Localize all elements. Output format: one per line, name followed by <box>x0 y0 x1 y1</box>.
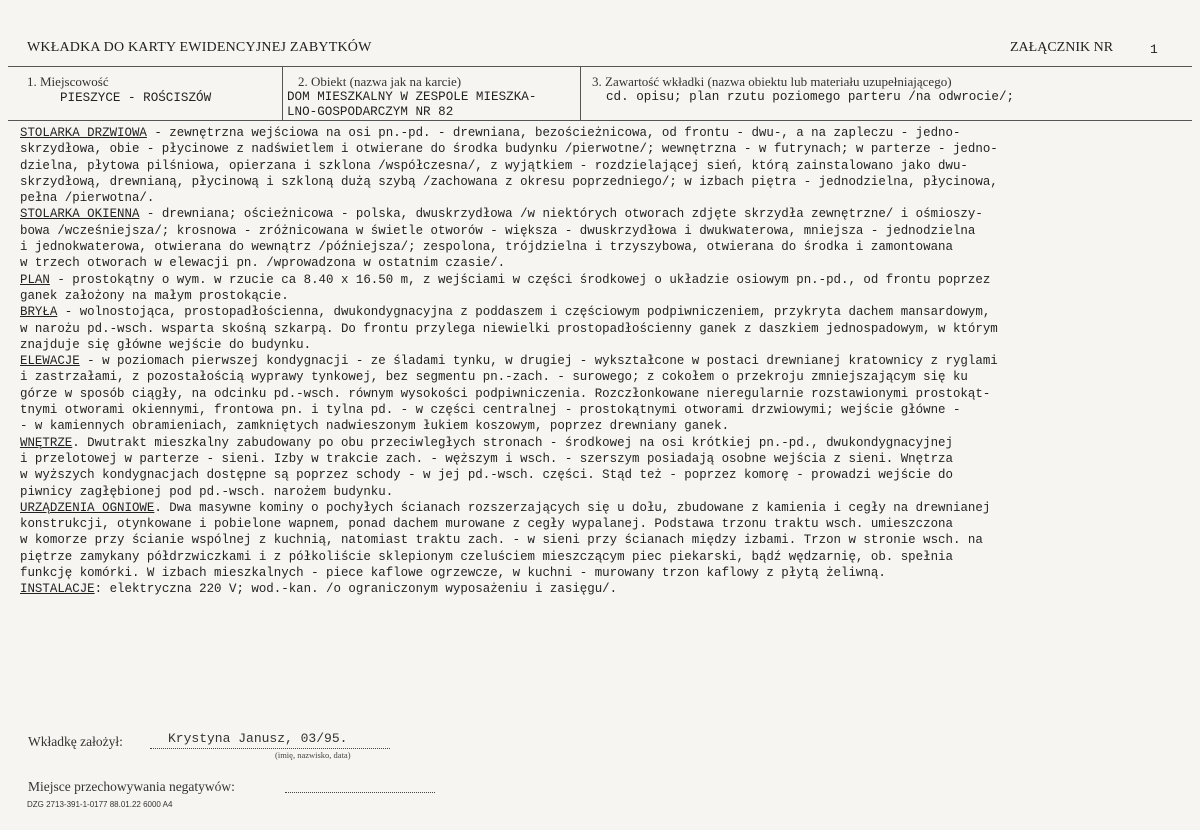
body-line-text: ganek założony na małym prostokącie. <box>20 288 289 303</box>
body-line <box>20 484 1195 500</box>
body-line-text: górze w sposób ciągły, na odcinku pd.-wsch. równym wysokości podpiwniczenia. Rozczłonkowane nieregularnie rozstawionymi prostokąt- <box>20 386 991 401</box>
body-line-text: i przelotowej w parterze - sieni. Izby w trakcie zach. - węższym i wsch. - szerszym posiadają osobne wejścia z sieni. Wnętrza <box>20 451 953 466</box>
insert-author-value: Krystyna Janusz, 03/95. <box>168 731 348 746</box>
body-line <box>20 141 1195 157</box>
body-line <box>20 288 1195 304</box>
body-line-text: tnymi otworami okiennymi, frontowa pn. i tylna pd. - w części centralnej - prostokątnymi otworami drzwiowymi; wejście główne - <box>20 403 961 418</box>
section-heading: URZĄDZENIA OGNIOWE <box>20 500 155 515</box>
body-line-text: konstrukcji, otynkowane i pobielone wapnem, ponad dachem murowane z cegły wypalanej. Podstawa trzonu traktu wsch. umieszczona <box>20 517 953 532</box>
body-line <box>20 435 1195 451</box>
header-top-rule <box>8 66 1192 67</box>
body-line-text: w trzech otworach w elewacji pn. /wprowadzona w ostatnim czasie/. <box>20 256 506 271</box>
body-line-text: w wyższych kondygnacjach dostępne są poprzez schody - w jej pd.-wsch. części. Stąd też - poprzez komorę - prowadzi wejście do <box>20 468 953 483</box>
body-line <box>20 239 1195 255</box>
body-line-text: skrzydłową, drewnianą, płycinową i szkloną dużą szybą /zachowana z okresu poprzedniego/; w izbach piętra - jednodzielna, płycinowa, <box>20 174 998 189</box>
body-line <box>20 402 1195 418</box>
body-line <box>20 369 1195 385</box>
body-line <box>20 386 1195 402</box>
section-heading: INSTALACJE <box>20 582 95 597</box>
section-heading: BRYŁA <box>20 305 58 320</box>
body-line-text: - wolnostojąca, prostopadłościenna, dwukondygnacyjna z poddaszem i częściowym podpiwniczeniem, przykryta dachem mansardowym, <box>57 305 991 320</box>
body-line-text: w narożu pd.-wsch. wsparta skośną szkarpą. Do frontu przylega niewielki prostopadłościenny ganek z daszkiem jednospadowym, w którym <box>20 321 998 336</box>
print-code: DZG 2713-391-1-0177 88.01.22 6000 A4 <box>27 800 173 809</box>
body-line <box>20 190 1195 206</box>
body-line <box>20 581 1195 597</box>
body-line-text: : elektryczna 220 V; wod.-kan. /o ograniczonym wyposażeniu i zasięgu/. <box>94 582 618 597</box>
body-line-text: - prostokątny o wym. w rzucie ca 8.40 x 16.50 m, z wejściami w części środkowej o układzie osiowym pn.-pd., od frontu poprzez <box>49 272 991 287</box>
annex-label: ZAŁĄCZNIK NR <box>1010 40 1114 55</box>
insert-author-label: Wkładkę założył: <box>28 734 123 749</box>
card-title: WKŁADKA DO KARTY EWIDENCYJNEJ ZABYTKÓW <box>27 40 372 55</box>
body-line <box>20 516 1195 532</box>
body-line <box>20 206 1195 222</box>
body-line-text: piętrze zamykany półdrzwiczkami i z półkoliście sklepionym czeluściem mieszczącym piec piekarski, bądź wędzarnię, ob. spełnia <box>20 549 953 564</box>
body-line-text: - zewnętrzna wejściowa na osi pn.-pd. - drewniana, bezościeżnicowa, od frontu - dwu-, a na zapleczu - jedno- <box>146 126 961 140</box>
body-line <box>20 125 1195 141</box>
body-line <box>20 158 1195 174</box>
negatives-label: Miejsce przechowywania negatywów: <box>28 779 235 794</box>
object-label: 2. Obiekt (nazwa jak na karcie) <box>298 74 462 89</box>
body-line <box>20 500 1195 516</box>
body-line <box>20 174 1195 190</box>
body-line-text: skrzydłowa, obie - płycinowe z nadświetlem i otwierane do środka budynku /pierwotne/; wewnętrzna - w futrynach; w parterze - jedno- <box>20 142 998 157</box>
body-line-text: piwnicy zagłębionej pod pd.-wsch. narożem budynku. <box>20 484 394 499</box>
body-line <box>20 532 1195 548</box>
field-divider-1 <box>282 66 283 120</box>
body-line <box>20 337 1195 353</box>
body-line-text: - drewniana; ościeżnicowa - polska, dwuskrzydłowa /w niektórych otworach zdjęte skrzydła zewnętrzne/ i ośmioszy- <box>139 207 983 222</box>
section-heading: WNĘTRZE <box>20 435 73 450</box>
body-line-text: . Dwa masywne kominy o pochyłych ścianach rozszerzających się u dołu, zbudowane z kamienia i cegły na drewnianej <box>154 500 991 515</box>
object-value-line-2: LNO-GOSPODARCZYM NR 82 <box>287 105 454 119</box>
negatives-line <box>285 792 435 793</box>
insert-author-line <box>150 748 390 749</box>
body-line-text: funkcję komórki. W izbach mieszkalnych - piece kaflowe ogrzewcze, w kuchni - murowany trzon kaflowy z płytą żeliwną. <box>20 566 886 581</box>
body-line <box>20 565 1195 581</box>
body-line <box>20 418 1195 434</box>
header-bottom-rule <box>8 120 1192 121</box>
section-heading: STOLARKA DRZWIOWA <box>20 126 147 140</box>
body-line-text: pełna /pierwotna/. <box>20 191 155 206</box>
body-line <box>20 353 1195 369</box>
contents-label: 3. Zawartość wkładki (nazwa obiektu lub materiału uzupełniającego) <box>592 74 952 89</box>
section-heading: ELEWACJE <box>20 354 80 369</box>
object-value-line-1: DOM MIESZKALNY W ZESPOLE MIESZKA- <box>287 90 537 104</box>
section-heading: STOLARKA OKIENNA <box>20 207 140 222</box>
body-line-text: znajduje się główne wejście do budynku. <box>20 337 312 352</box>
body-line-text: - w poziomach pierwszej kondygnacji - ze śladami tynku, w drugiej - wykształcone w postaci drewnianej kratownicy z ryglami <box>79 354 998 369</box>
body-line <box>20 451 1195 467</box>
locality-label: 1. Miejscowość <box>27 74 109 89</box>
body-line-text: - w kamiennych obramieniach, zamkniętych nadwieszonym łukiem koszowym, poprzez drewniany ganek. <box>20 419 730 434</box>
body-line-text: . Dwutrakt mieszkalny zabudowany po obu przeciwległych stronach - środkowej na osi krótkiej pn.-pd., dwukondygnacyjnej <box>72 435 953 450</box>
field-divider-2 <box>580 66 581 120</box>
body-line-text: w komorze przy ścianie wspólnej z kuchnią, natomiast traktu zach. - w sieni przy ścianach między izbami. Trzon w stronie wsch. na <box>20 533 983 548</box>
description-body <box>20 125 1195 598</box>
body-line-text: dzielna, płytowa pilśniowa, opierzana i szklona /współczesna/, z wyjątkiem - rozdzielającej sień, którą zainstalowano jako dwu- <box>20 158 968 173</box>
body-line <box>20 223 1195 239</box>
contents-value: cd. opisu; plan rzutu poziomego parteru /na odwrocie/; <box>606 90 1015 104</box>
body-line-text: i zastrzałami, z pozostałością wyprawy tynkowej, bez segmentu pn.-zach. - surowego; z cokołem o przekroju zmniejszającym się ku <box>20 370 968 385</box>
locality-value: PIESZYCE - ROŚCISZÓW <box>60 91 212 105</box>
body-line <box>20 467 1195 483</box>
annex-number: 1 <box>1150 42 1158 57</box>
body-line <box>20 549 1195 565</box>
body-line <box>20 255 1195 271</box>
body-line-text: bowa /wcześniejsza/; krosnowa - zróżnicowana w świetle otworów - większa - dwuskrzydłowa i dwukwaterowa, mniejsza - jednodzielna <box>20 223 976 238</box>
insert-author-note: (imię, nazwisko, data) <box>275 750 351 760</box>
body-line-text: i jednokwaterowa, otwierana do wewnątrz /późniejsza/; zespolona, trójdzielna i trzyszybowa, otwierana do środka i zamontowana <box>20 240 953 255</box>
body-line <box>20 272 1195 288</box>
body-line <box>20 304 1195 320</box>
section-heading: PLAN <box>20 272 50 287</box>
body-line <box>20 321 1195 337</box>
